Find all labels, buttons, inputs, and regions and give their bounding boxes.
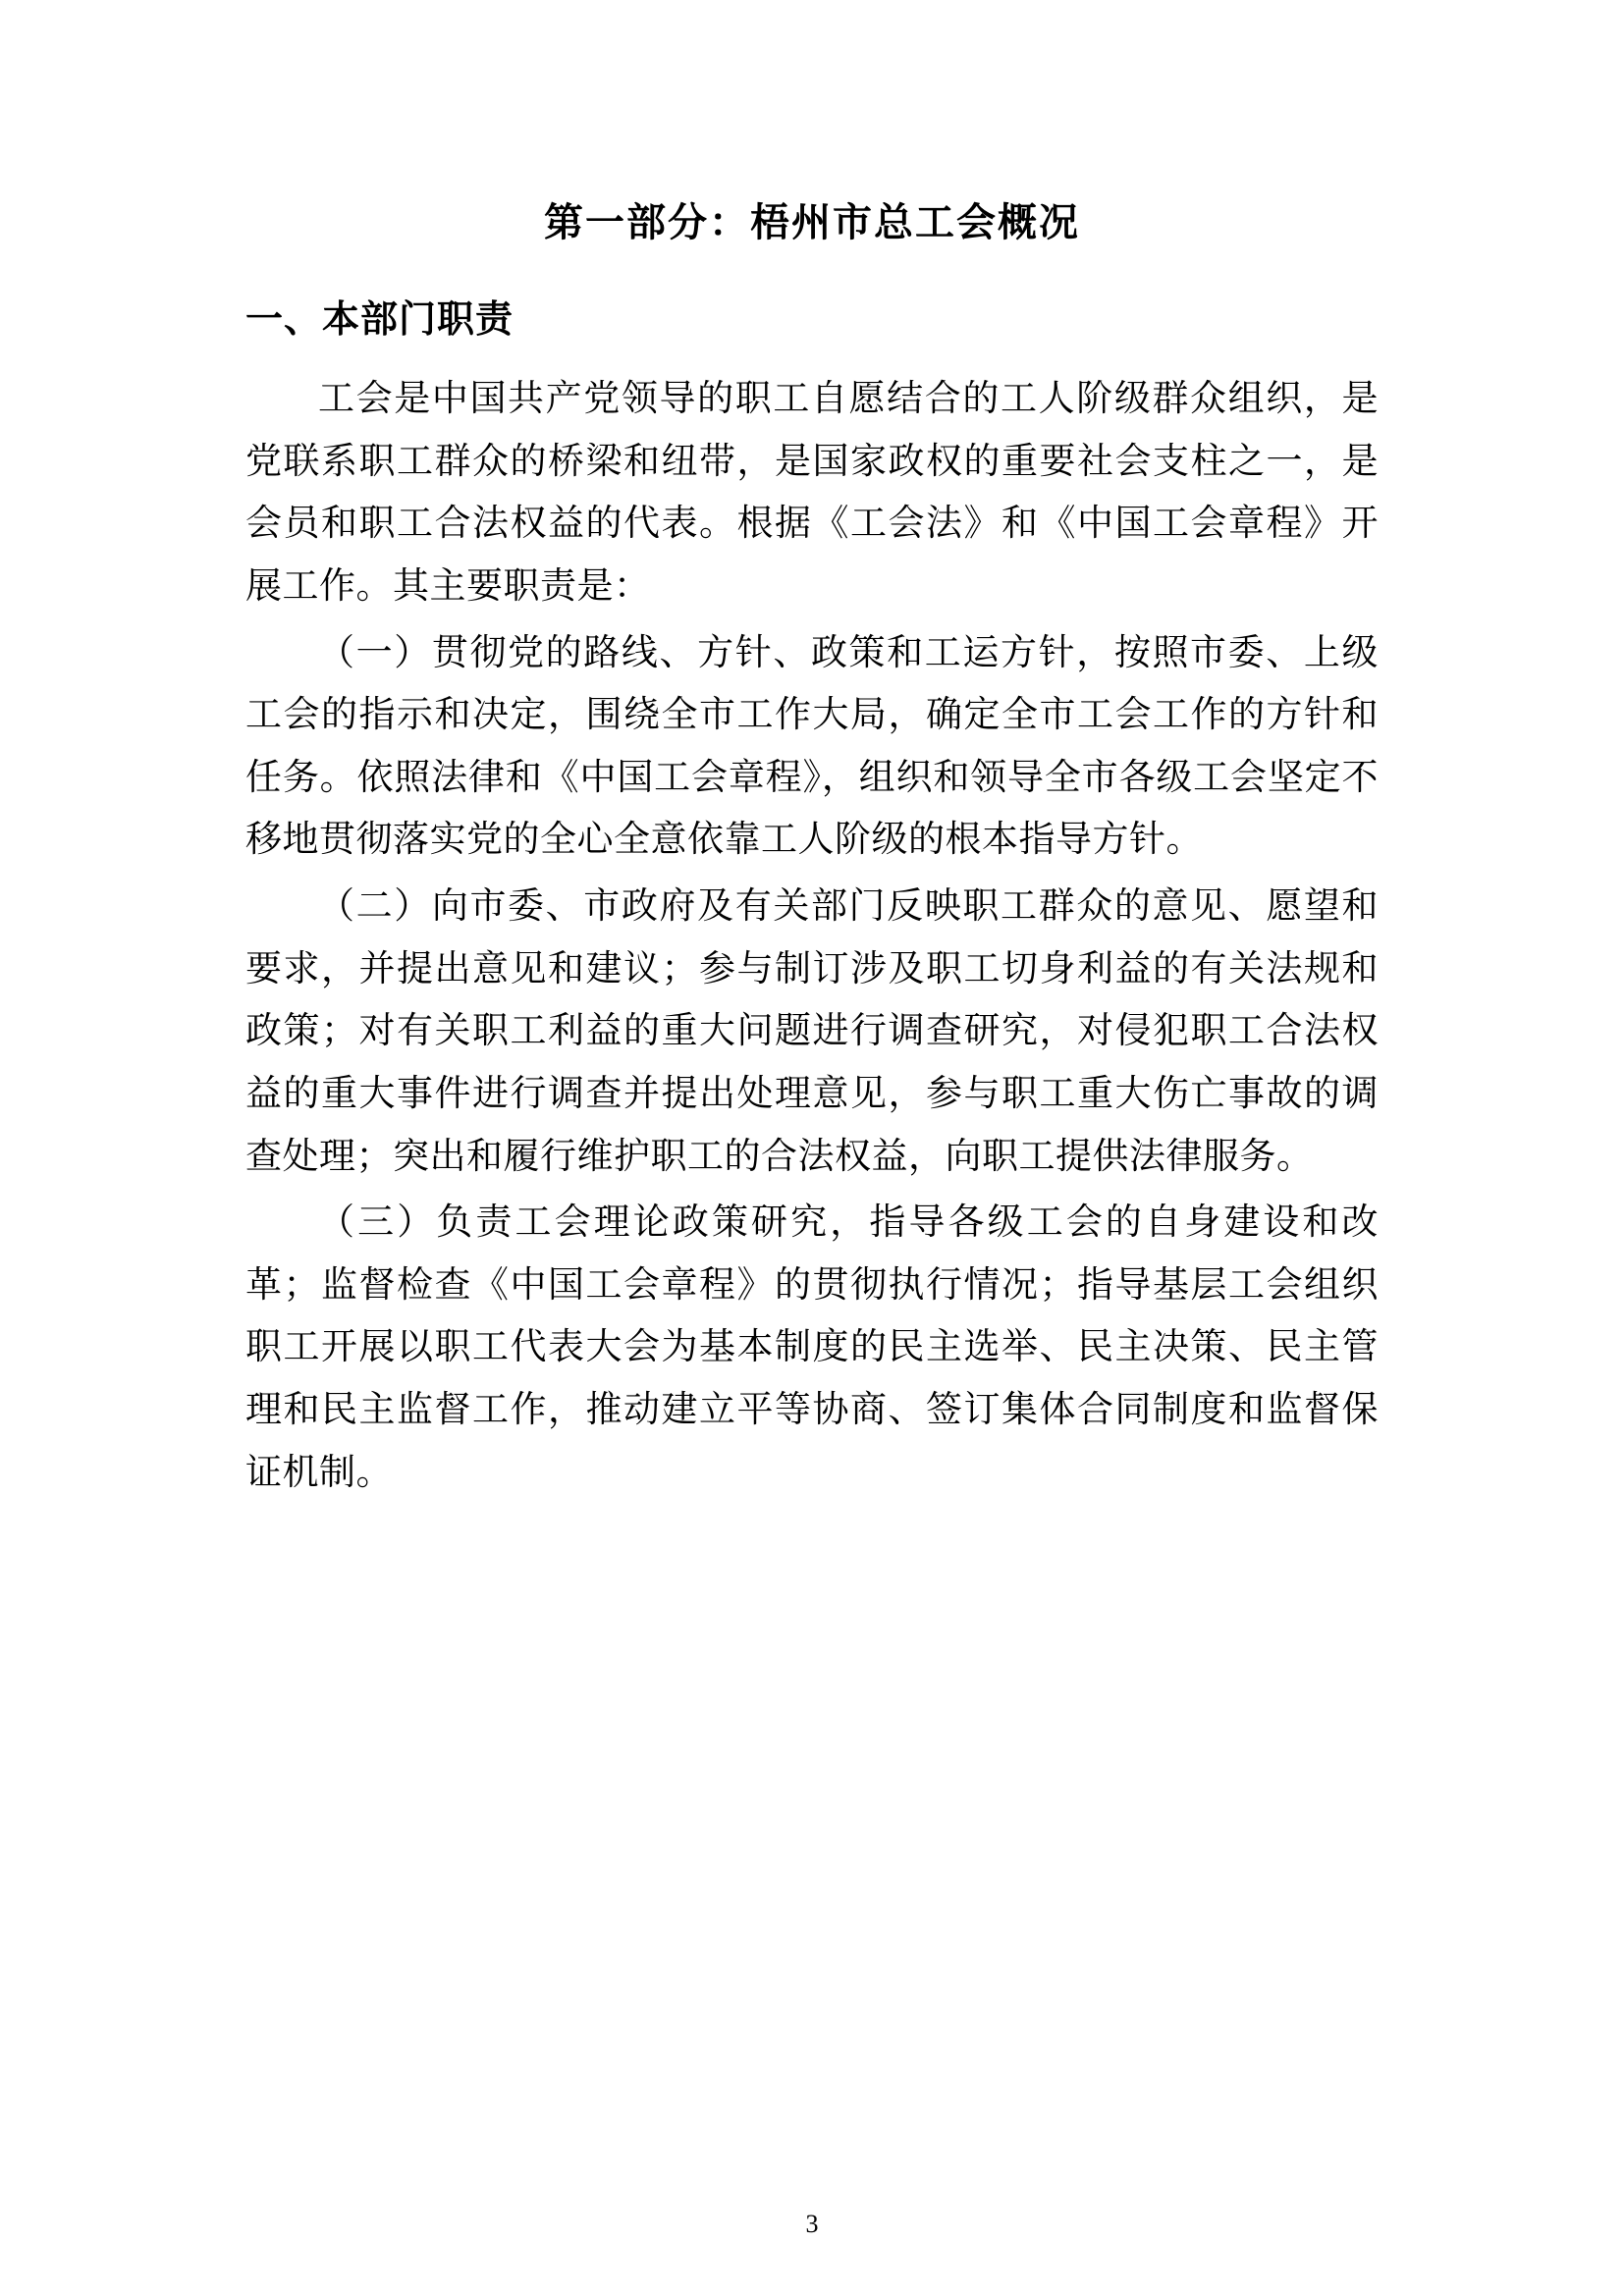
paragraph-2: （一）贯彻党的路线、方针、政策和工运方针，按照市委、上级工会的指示和决定，围绕全市工作大局，确定全市工会工作的方针和任务。依照法律和《中国工会章程》，组织和领导全市各级工会坚定不移地贯彻落实党的全心全意依靠工人阶级的根本指导方针。: [245, 632, 1379, 861]
section-heading: 一、本部门职责: [245, 299, 514, 341]
page-title: 第一部分：梧州市总工会概况: [544, 201, 1080, 244]
page-number: 3: [805, 2210, 819, 2238]
paragraph-1: 工会是中国共产党领导的职工自愿结合的工人阶级群众组织，是党联系职工群众的桥梁和纽带，是国家政权的重要社会支柱之一，是会员和职工合法权益的代表。根据《工会法》和《中国工会章程》开展工作。其主要职责是：: [245, 379, 1379, 607]
paragraph-4: （三）负责工会理论政策研究，指导各级工会的自身建设和改革；监督检查《中国工会章程》的贯彻执行情况；指导基层工会组织职工开展以职工代表大会为基本制度的民主选举、民主决策、民主管理和民主监督工作，推动建立平等协商、签订集体合同制度和监督保证机制。: [245, 1202, 1379, 1493]
paragraph-3: （二）向市委、市政府及有关部门反映职工群众的意见、愿望和要求，并提出意见和建议；参与制订涉及职工切身利益的有关法规和政策；对有关职工利益的重大问题进行调查研究，对侵犯职工合法权益的重大事件进行调查并提出处理意见，参与职工重大伤亡事故的调查处理；突出和履行维护职工的合法权益，向职工提供法律服务。: [245, 886, 1379, 1177]
